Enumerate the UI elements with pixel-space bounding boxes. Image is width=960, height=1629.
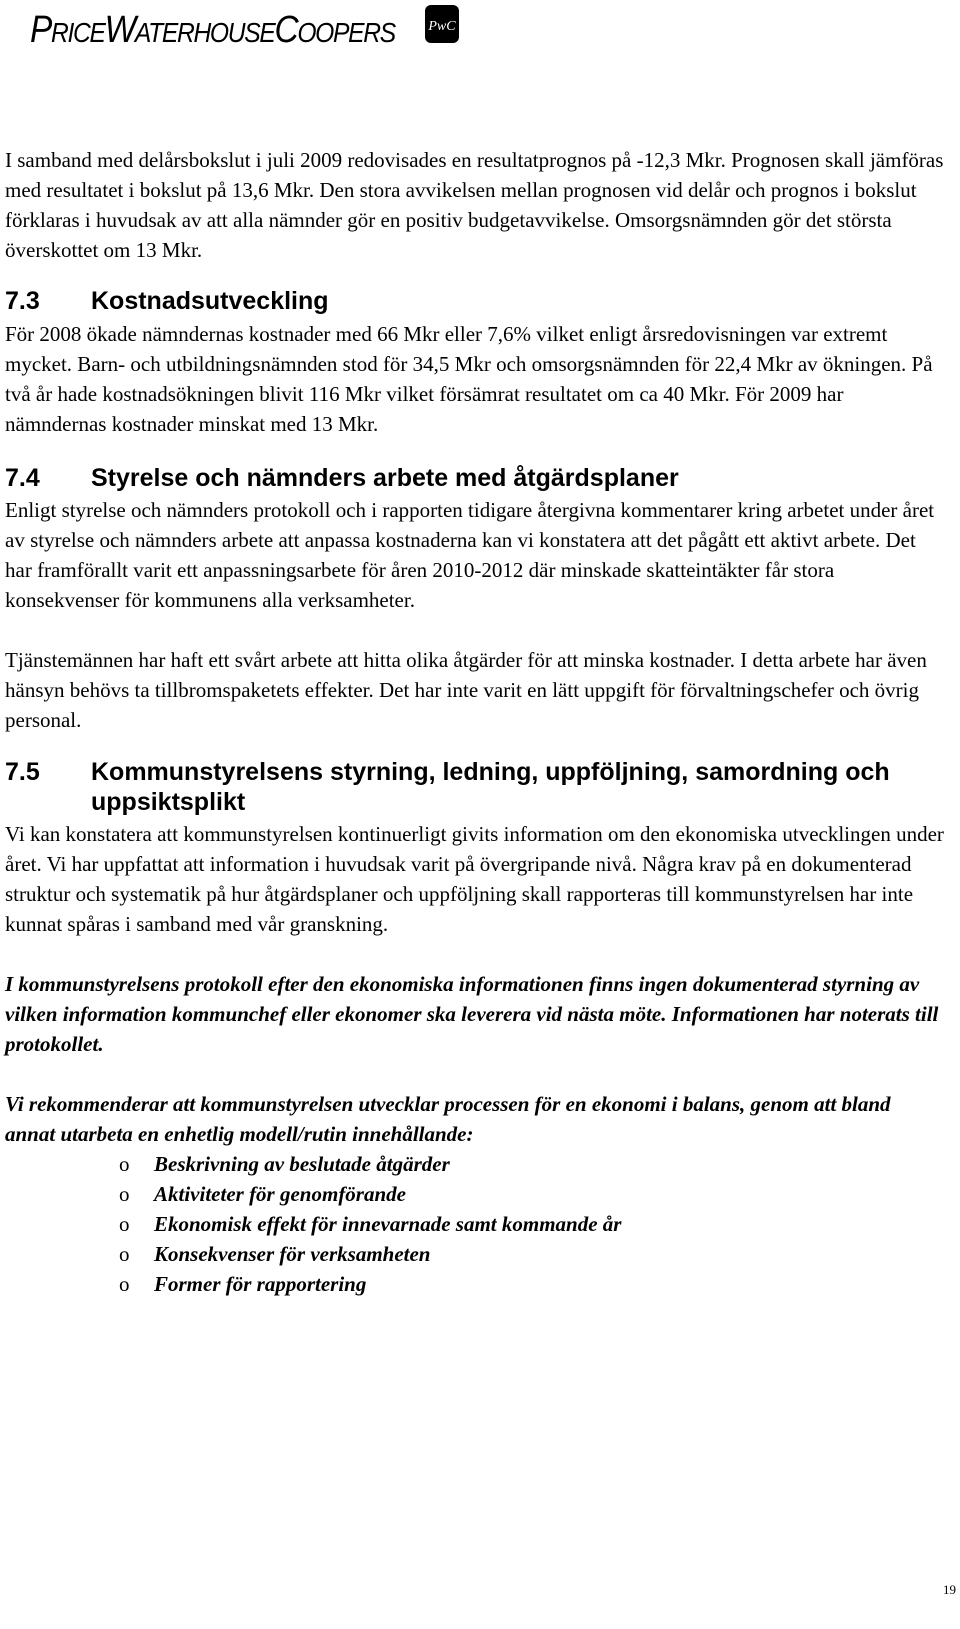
company-logo-text: PRICEWATERHOUSECOOPERS <box>30 8 395 51</box>
section-7-3-paragraph: För 2008 ökade nämndernas kostnader med 66 Mkr eller 7,6% vilket enligt årsredovisningen var extremt mycket. Barn- och utbildningsnämnden stod för 34,5 Mkr och omsorgsnämnden för 22,4 Mkr av ökningen. På två år hade kostnadsökningen blivit 116 Mkr vilket försämrat resultatet om ca 40 Mkr. För 2009 har nämndernas kostnader minskat med 13 Mkr. <box>5 322 933 436</box>
intro-paragraph: I samband med delårsbokslut i juli 2009 redovisades en resultatprognos på -12,3 Mkr. Prognosen skall jämföras med resultatet i bokslut på 13,6 Mkr. Den stora avvikelsen mellan prognosen vid delår och prognos i bokslut förklaras i huvudsak av att alla nämnder gör en positiv budgetavvikelse. Omsorgsnämnden gör det största överskottet om 13 Mkr. <box>5 148 944 262</box>
list-item: o Beskrivning av beslutade åtgärder <box>5 1149 945 1179</box>
section-heading-7-5 <box>5 757 945 817</box>
list-item: o Ekonomisk effekt för innevarnade samt kommande år <box>5 1209 945 1239</box>
bullet-marker: o <box>119 1182 130 1206</box>
list-item: o Former för rapportering <box>5 1269 945 1299</box>
bullet-marker: o <box>119 1242 130 1266</box>
recommendation-list <box>5 1149 945 1299</box>
document-body <box>5 145 945 1299</box>
section-7-4-paragraph-1: Enligt styrelse och nämnders protokoll och i rapporten tidigare återgivna kommentarer kring arbetet under året av styrelse och nämnders arbete att anpassa kostnaderna kan vi konstatera att det pågått ett aktivt arbete. Det har framförallt varit ett anpassningsarbete för åren 2010-2012 där minskade skatteintäkter får stora konsekvenser för kommunens alla verksamheter. <box>5 498 935 612</box>
section-number: 7.3 <box>5 287 40 315</box>
svg-text:PwC: PwC <box>428 19 456 34</box>
section-7-5-paragraph: Vi kan konstatera att kommunstyrelsen kontinuerligt givits information om den ekonomiska utvecklingen under året. Vi har uppfattat att information i huvudsak varit på övergripande nivå. Några krav på en dokumenterad struktur och systematik på hur åtgärdsplaner och uppföljning skall rapporteras till kommunstyrelsen har inte kunnat spåras i samband med vår granskning. <box>5 822 944 936</box>
section-title: Kostnadsutveckling <box>91 287 329 315</box>
section-heading-7-4 <box>5 463 945 493</box>
finding-paragraph: I kommunstyrelsens protokoll efter den ekonomiska informationen finns ingen dokumenterad styrning av vilken information kommunchef eller ekonomer ska leverera vid nästa möte. Informationen har noterats till protokollet. <box>5 972 939 1056</box>
bullet-marker: o <box>119 1212 130 1236</box>
page-number: 19 <box>943 1582 956 1597</box>
section-title: Styrelse och nämnders arbete med åtgärdsplaner <box>91 464 679 492</box>
list-item: o Aktiviteter för genomförande <box>5 1179 945 1209</box>
section-number: 7.4 <box>5 464 40 492</box>
bullet-marker: o <box>119 1152 130 1176</box>
bullet-marker: o <box>119 1272 130 1296</box>
section-title: Kommunstyrelsens styrning, ledning, uppföljning, samordning och uppsiktsplikt <box>91 758 890 816</box>
recommendation-paragraph: Vi rekommenderar att kommunstyrelsen utvecklar processen för en ekonomi i balans, genom att bland annat utarbeta en enhetlig modell/rutin innehållande: <box>5 1092 891 1146</box>
header <box>30 8 445 52</box>
section-number: 7.5 <box>5 758 40 786</box>
section-heading-7-3 <box>5 286 945 316</box>
list-item: o Konsekvenser för verksamheten <box>5 1239 945 1269</box>
company-seal-icon <box>424 4 460 44</box>
section-7-4-paragraph-2: Tjänstemännen har haft ett svårt arbete att hitta olika åtgärder för att minska kostnader. I detta arbete har även hänsyn behövs ta tillbromspaketets effekter. Det har inte varit en lätt uppgift för förvaltningschefer och övrig personal. <box>5 648 927 732</box>
